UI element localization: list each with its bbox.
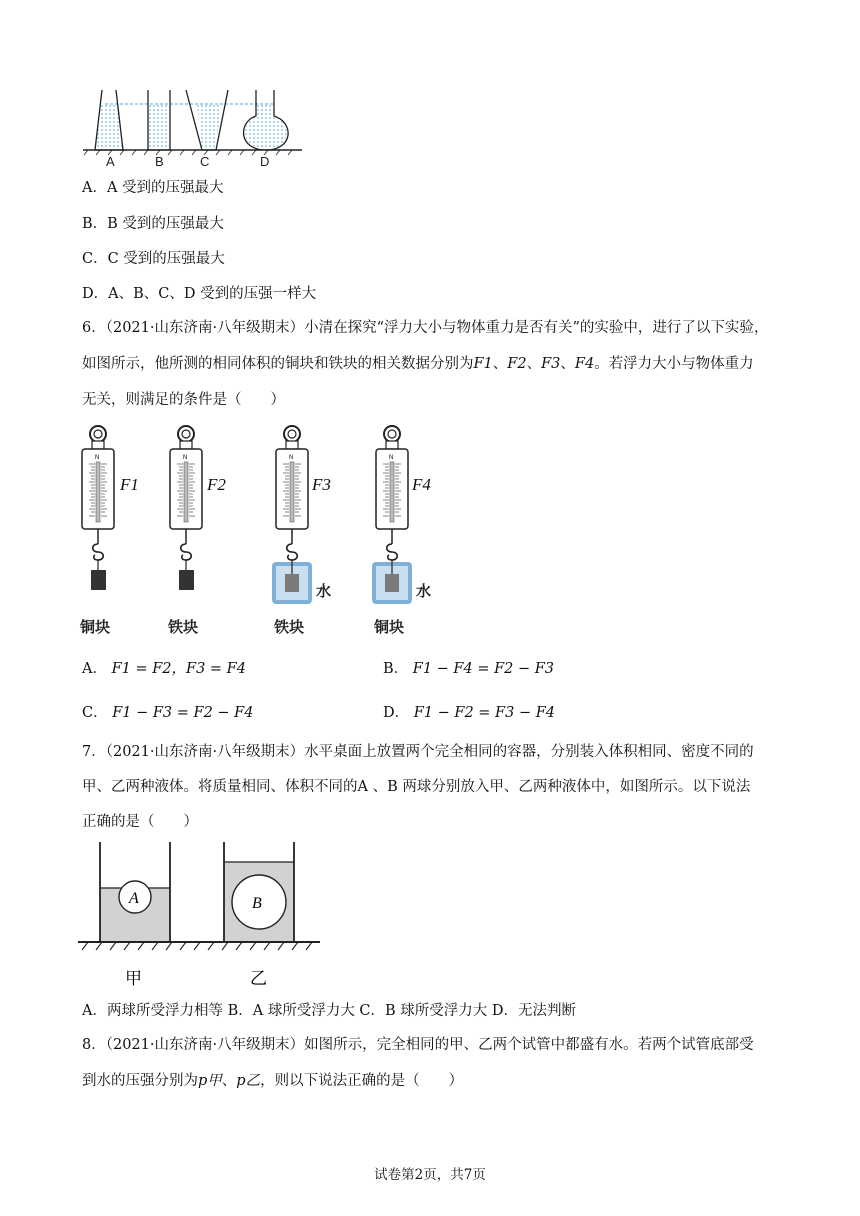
scale-label-f2: F2	[207, 475, 226, 494]
q7-stem-line3: 正确的是（ ）	[82, 814, 198, 830]
q5-option-c[interactable]: C．C 受到的压强最大	[82, 251, 225, 267]
scale-4	[374, 426, 410, 602]
q5-containers-figure	[80, 88, 305, 168]
q7-options[interactable]: A．两球所受浮力相等 B．A 球所受浮力大 C．B 球所受浮力大 D．无法判断	[82, 1003, 577, 1019]
container-label-jia: 甲	[125, 969, 142, 989]
q6-stem-line1: 6．（2021·山东济南·八年级期末）小清在探究“浮力大小与物体重力是否有关”的实验中，进行了以下实验，	[82, 320, 769, 336]
ball-a-label: A	[129, 890, 139, 907]
water-label-3: 水	[316, 582, 332, 600]
scale-1	[82, 426, 114, 590]
q6-stem-line2	[82, 354, 754, 374]
container-d	[245, 104, 287, 150]
q6-option-b-expr: F1 − F4 = F2 − F3	[412, 661, 555, 677]
q6-stem-line2-a: 如图所示，他所测的相同体积的铜块和铁块的相关数据分别为	[82, 356, 474, 372]
q6-sep: 、	[526, 356, 542, 372]
q6-option-d[interactable]	[383, 703, 555, 723]
q6-sep: 、	[560, 356, 575, 372]
q6-var-f4: F4	[574, 356, 595, 372]
q8-stem-line1: 8．（2021·山东济南·八年级期末）如图所示，完全相同的甲、乙两个试管中都盛有水。若两个试管底部受	[82, 1037, 754, 1053]
q6-option-a[interactable]	[82, 659, 246, 679]
block-label-2: 铁块	[168, 618, 199, 636]
scale-label-f1: F1	[120, 475, 139, 494]
q6-option-c[interactable]	[82, 703, 253, 723]
q7-stem-line1: 7．（2021·山东济南·八年级期末）水平桌面上放置两个完全相同的容器，分别装入体积相同、密度不同的	[82, 744, 754, 760]
q7-stem-line2: 甲、乙两种液体。将质量相同、体积不同的A 、B 两球分别放入甲、乙两种液体中，如图所示。以下说法	[82, 779, 751, 795]
q7-containers-figure	[78, 838, 328, 992]
q5-option-b[interactable]: B．B 受到的压强最大	[82, 216, 224, 232]
water-label-4: 水	[416, 582, 432, 600]
q8-p-yi: p乙	[236, 1073, 261, 1089]
q6-var-f1: F1	[473, 356, 493, 372]
q5-label-a: A	[106, 154, 115, 168]
q6-option-d-letter: D．	[383, 705, 410, 721]
container-b	[148, 104, 170, 150]
q8-stem-line2-a: 到水的压强分别为	[82, 1073, 198, 1089]
scale-3	[274, 426, 310, 602]
q5-option-d[interactable]: D．A、B、C、D 受到的压强一样大	[82, 286, 317, 302]
q6-var-f2: F2	[507, 356, 527, 372]
q6-option-c-letter: C．	[82, 705, 108, 721]
q6-stem-line2-b: 。若浮力大小与物体重力	[594, 356, 754, 372]
q6-option-a-letter: A．	[82, 661, 107, 677]
q5-label-d: D	[260, 154, 270, 168]
block-label-4: 铜块	[374, 618, 405, 636]
q8-p-jia: p甲	[198, 1073, 222, 1089]
q5-option-a[interactable]: A．A 受到的压强最大	[82, 180, 224, 196]
q5-label-b: B	[155, 154, 164, 168]
q8-stem-line2: 到水的压强分别为p甲、p乙，则以下说法正确的是（ ）	[82, 1073, 464, 1089]
block-label-1: 铜块	[80, 618, 111, 636]
q8-stem-line2-b: ，则以下说法正确的是（ ）	[260, 1073, 464, 1089]
scale-label-f3: F3	[312, 475, 331, 494]
q6-option-b[interactable]	[383, 659, 554, 679]
page-footer: 试卷第2页，共7页	[374, 1167, 486, 1183]
q6-sep: 、	[492, 356, 508, 372]
scale-2	[170, 426, 202, 590]
q6-option-b-letter: B．	[383, 661, 409, 677]
q6-stem-line3: 无关，则满足的条件是（ ）	[82, 392, 285, 408]
q6-option-d-expr: F1 − F2 = F3 − F4	[413, 705, 555, 721]
q6-option-c-expr: F1 − F3 = F2 − F4	[112, 705, 254, 721]
scale-label-f4: F4	[412, 475, 431, 494]
ball-b-label: B	[252, 895, 262, 912]
container-label-yi: 乙	[250, 969, 267, 989]
block-label-3: 铁块	[274, 618, 305, 636]
q6-var-f3: F3	[541, 356, 561, 372]
q5-label-c: C	[200, 154, 210, 168]
q6-option-a-expr: F1 = F2，F3 = F4	[111, 661, 246, 677]
q6-spring-scales-figure	[76, 424, 446, 640]
